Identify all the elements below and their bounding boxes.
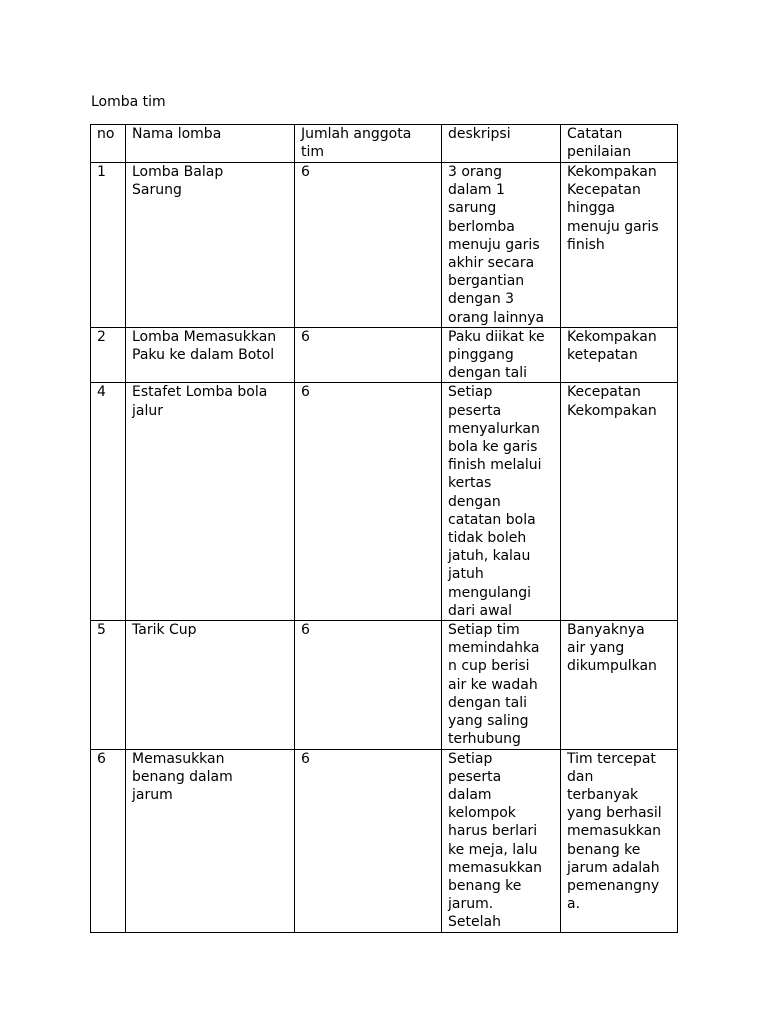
table-row [91, 163, 678, 328]
cell-count: 6 [295, 621, 442, 749]
cell-name: Estafet Lomba bola jalur [126, 383, 295, 621]
cell-no: 2 [91, 327, 126, 383]
header-notes: Catatan penilaian [561, 125, 678, 163]
cell-count: 6 [295, 383, 442, 621]
cell-count: 6 [295, 327, 442, 383]
table-header-row [91, 125, 678, 163]
cell-no: 1 [91, 163, 126, 328]
cell-description: Paku diikat ke pinggang dengan tali [442, 327, 561, 383]
cell-name: Memasukkan benang dalam jarum [126, 749, 295, 932]
cell-description: Setiap tim memindahka n cup berisi air ke wadah dengan tali yang saling terhubung [442, 621, 561, 749]
cell-description: Setiap peserta menyalurkan bola ke garis finish melalui kertas dengan catatan bola tidak boleh jatuh, kalau jatuh mengulangi dari awal [442, 383, 561, 621]
header-no: no [91, 125, 126, 163]
cell-description: Setiap peserta dalam kelompok harus berlari ke meja, lalu memasukkan benang ke jarum. Setelah [442, 749, 561, 932]
cell-name: Tarik Cup [126, 621, 295, 749]
competition-table [90, 124, 678, 933]
cell-name: Lomba Balap Sarung [126, 163, 295, 328]
cell-notes: Tim tercepat dan terbanyak yang berhasil memasukkan benang ke jarum adalah pemenangny a. [561, 749, 678, 932]
table-row [91, 749, 678, 932]
document-heading: Lomba tim [91, 94, 166, 110]
cell-no: 6 [91, 749, 126, 932]
cell-description: 3 orang dalam 1 sarung berlomba menuju garis akhir secara bergantian dengan 3 orang lainnya [442, 163, 561, 328]
cell-notes: Kekompakan Kecepatan hingga menuju garis finish [561, 163, 678, 328]
cell-no: 5 [91, 621, 126, 749]
cell-no: 4 [91, 383, 126, 621]
cell-count: 6 [295, 749, 442, 932]
header-description: deskripsi [442, 125, 561, 163]
table-row [91, 621, 678, 749]
table-row [91, 383, 678, 621]
table-row [91, 327, 678, 383]
cell-notes: Kecepatan Kekompakan [561, 383, 678, 621]
cell-notes: Kekompakan ketepatan [561, 327, 678, 383]
cell-name: Lomba Memasukkan Paku ke dalam Botol [126, 327, 295, 383]
cell-notes: Banyaknya air yang dikumpulkan [561, 621, 678, 749]
header-count: Jumlah anggota tim [295, 125, 442, 163]
header-name: Nama lomba [126, 125, 295, 163]
cell-count: 6 [295, 163, 442, 328]
